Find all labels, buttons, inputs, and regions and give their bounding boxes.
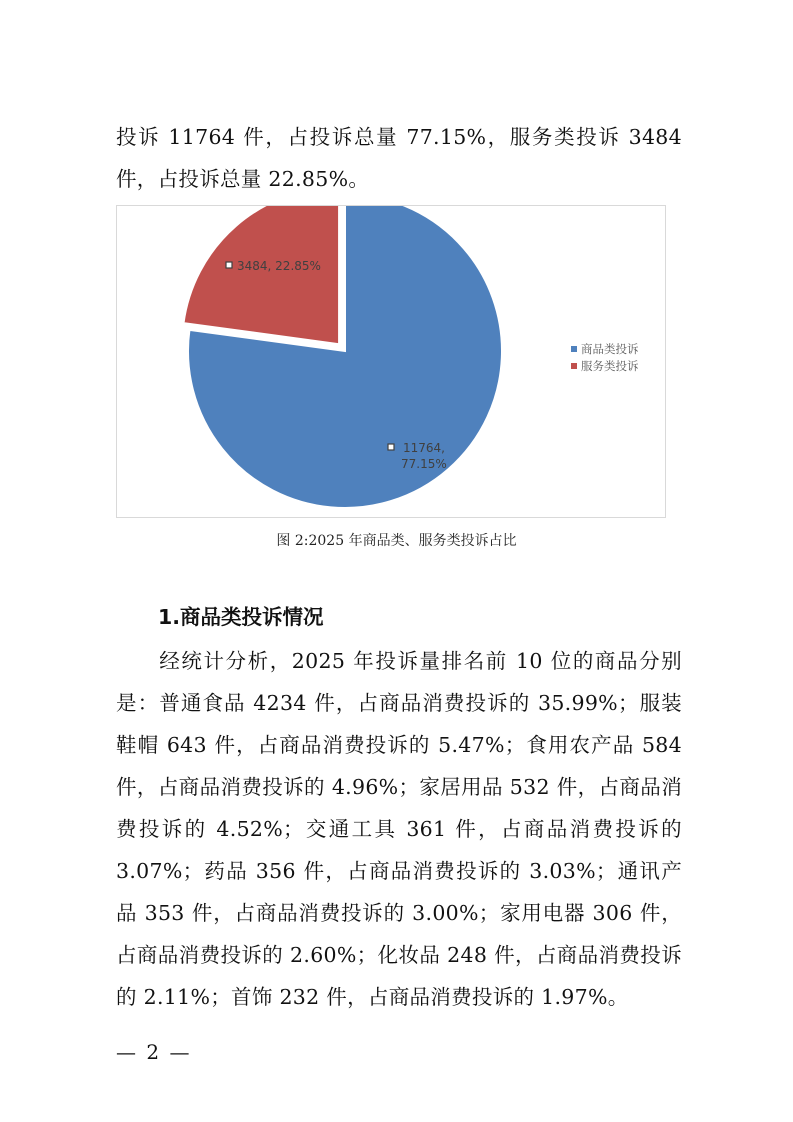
pie-chart (116, 205, 666, 518)
section-heading: 1.商品类投诉情况 (158, 605, 324, 629)
legend-entry-2: 服务类投诉 (581, 359, 639, 373)
pie-slice-2 (184, 206, 340, 344)
body-paragraph-text: 经统计分析，2025 年投诉量排名前 10 位的商品分别是：普通食品 4234 件，占商品消费投诉的 35.99%；服装鞋帽 643 件，占商品消费投诉的 5.47%；食用农产品 584 件，占商品消费投诉的 4.96%；家居用品 532 件，占商品消费投诉的 4.52%；交通工具 361 件，占商品消费投诉的 3.07%；药品 356 件，占商品消费投诉的 3.03%；通讯产品 353 件，占商品消费投诉的 3.00%；家用电器 306 件，占商品消费投诉的 2.60%；化妆品 248 件，占商品消费投诉的 2.11%；首饰 232 件，占商品消费投诉的 1.97%。 (116, 649, 682, 1009)
intro-paragraph: 投诉 11764 件，占投诉总量 77.15%，服务类投诉 3484 件，占投诉总量 22.85%。 (116, 125, 682, 191)
legend-swatch-1 (571, 346, 577, 352)
data-label-2: 3484, 22.85% (237, 259, 321, 273)
figure-caption: 图 2:2025 年商品类、服务类投诉占比 (276, 533, 517, 549)
pie-chart-svg (117, 206, 665, 517)
data-label-marker-2 (226, 262, 232, 268)
data-label-1: 11764, 77.15% (401, 441, 447, 471)
page-number: — 2 — (116, 1040, 192, 1064)
data-label-marker-1 (388, 444, 394, 450)
body-paragraph (116, 640, 682, 1018)
legend-entry-1: 商品类投诉 (581, 342, 639, 356)
legend-swatch-2 (571, 363, 577, 369)
